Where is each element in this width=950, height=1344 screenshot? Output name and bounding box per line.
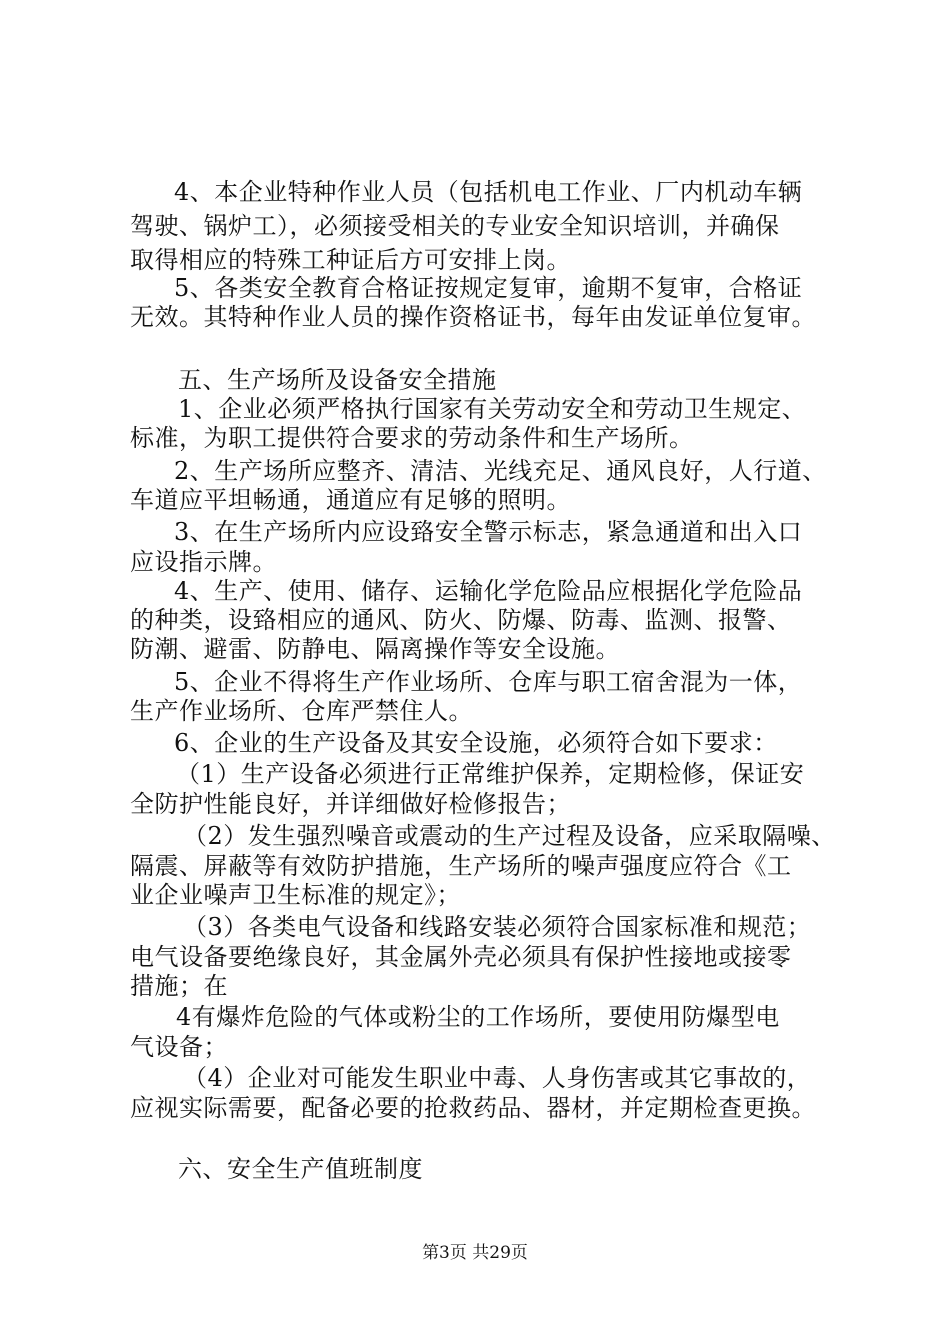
- section-heading: 五、生产场所及设备安全措施: [178, 366, 497, 394]
- paragraph-line: 全防护性能良好，并详细做好检修报告；: [130, 790, 571, 818]
- paragraph-line: 应视实际需要，配备必要的抢救药品、器材，并定期检查更换。: [130, 1094, 816, 1122]
- paragraph-line: 驾驶、锅炉工），必须接受相关的专业安全知识培训，并确保: [130, 212, 780, 240]
- paragraph-line: 车道应平坦畅通，通道应有足够的照明。: [130, 486, 571, 514]
- paragraph-line: 5、各类安全教育合格证按规定复审，逾期不复审，合格证: [174, 274, 803, 302]
- paragraph-line: 隔震、屏蔽等有效防护措施，生产场所的噪声强度应符合《工: [130, 852, 792, 880]
- paragraph-line: 气设备；: [130, 1033, 228, 1061]
- paragraph-line: 标准，为职工提供符合要求的劳动条件和生产场所。: [130, 424, 694, 452]
- paragraph-line: 6、企业的生产设备及其安全设施，必须符合如下要求：: [174, 729, 778, 757]
- paragraph-line: 4、生产、使用、储存、运输化学危险品应根据化学危险品: [174, 577, 803, 605]
- paragraph-line: 4有爆炸危险的气体或粉尘的工作场所，要使用防爆型电: [176, 1003, 780, 1031]
- paragraph-line: 取得相应的特殊工种证后方可安排上岗。: [130, 246, 571, 274]
- paragraph-line: 生产作业场所、仓库严禁住人。: [130, 697, 473, 725]
- paragraph-line: 2、生产场所应整齐、清洁、光线充足、通风良好，人行道、: [174, 457, 827, 485]
- paragraph-line: （3）各类电气设备和线路安装必须符合国家标准和规范；: [183, 913, 812, 941]
- paragraph-line: 的种类，设臵相应的通风、防火、防爆、防毒、监测、报警、: [130, 606, 792, 634]
- paragraph-line: （2）发生强烈噪音或震动的生产过程及设备，应采取隔噪、: [183, 822, 836, 850]
- paragraph-line: 业企业噪声卫生标准的规定》；: [130, 881, 461, 909]
- paragraph-line: 3、在生产场所内应设臵安全警示标志，紧急通道和出入口: [174, 518, 803, 546]
- paragraph-line: 措施；在: [130, 972, 228, 1000]
- paragraph-line: 无效。其特种作业人员的操作资格证书，每年由发证单位复审。: [130, 303, 816, 331]
- paragraph-line: 防潮、避雷、防静电、隔离操作等安全设施。: [130, 635, 620, 663]
- paragraph-line: 5、企业不得将生产作业场所、仓库与职工宿舍混为一体，: [174, 668, 803, 696]
- section-heading: 六、安全生产值班制度: [178, 1155, 423, 1183]
- paragraph-line: 4、本企业特种作业人员（包括机电工作业、厂内机动车辆: [174, 178, 803, 206]
- paragraph-line: 1、企业必须严格执行国家有关劳动安全和劳动卫生规定、: [178, 395, 807, 423]
- paragraph-line: 应设指示牌。: [130, 548, 277, 576]
- paragraph-line: 电气设备要绝缘良好，其金属外壳必须具有保护性接地或接零: [130, 943, 792, 971]
- page-number-footer: 第3页 共29页: [422, 1243, 528, 1263]
- paragraph-line: （1）生产设备必须进行正常维护保养，定期检修，保证安: [176, 760, 805, 788]
- paragraph-line: （4）企业对可能发生职业中毒、人身伤害或其它事故的，: [183, 1064, 812, 1092]
